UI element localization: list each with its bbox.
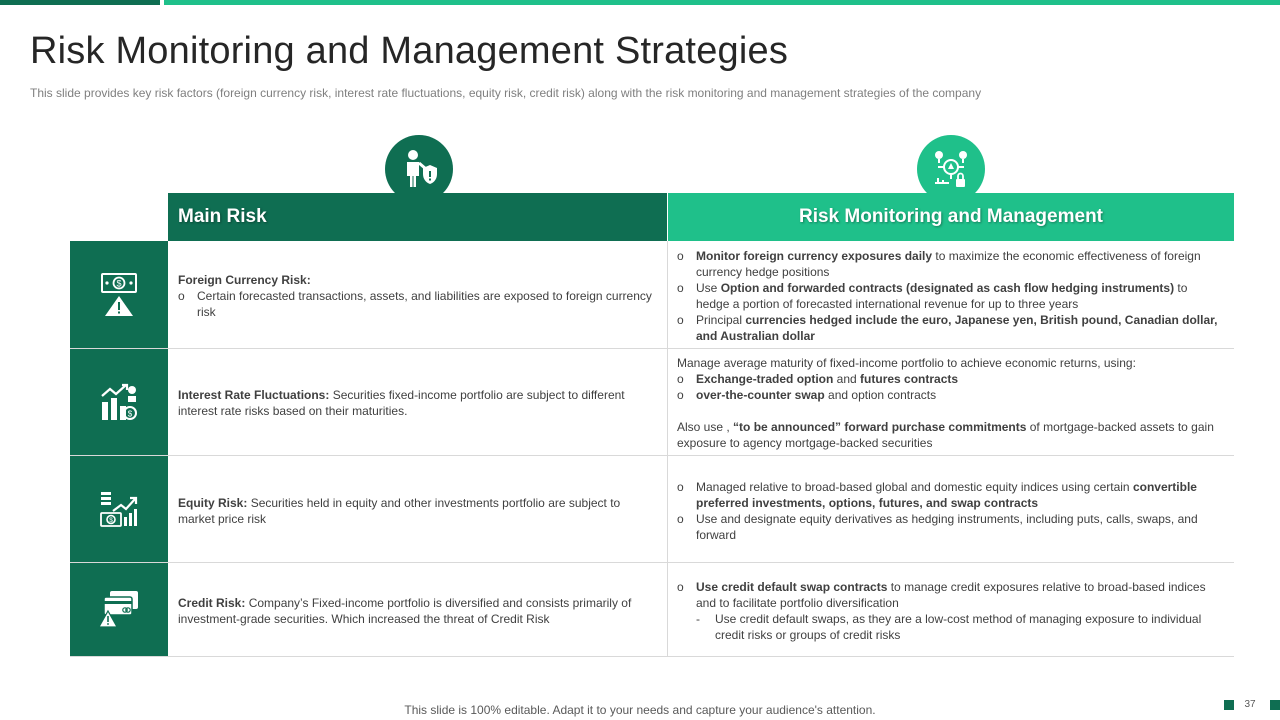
svg-text:$: $ [116,278,122,288]
slide-title: Risk Monitoring and Management Strategies [30,30,789,72]
column-divider [667,241,668,657]
mgmt-bold-text: currencies hedged include the euro, Japanese yen, British pound, Canadian dollar, and Australian dollar [696,313,1218,343]
row-divider [70,656,1234,657]
mgmt-bold-text: Monitor foreign currency exposures daily [696,249,933,263]
mgmt-bold-text: Option and forwarded contracts (designated as cash flow hedging instruments) [720,281,1175,295]
column-header-main-risk: Main Risk [168,193,667,241]
mgmt-text: Also use , [677,420,734,434]
bullet-marker: o [677,580,684,594]
bullet-marker: o [677,249,684,263]
risk-text: Company’s Fixed-income portfolio is diversified and consists primarily of investment-grade securities. Which increased the threat of Credit Risk [178,596,632,626]
mgmt-bold-text: futures contracts [860,372,959,386]
mgmt-cell-interest-rate [677,355,1222,451]
svg-text:$: $ [109,516,113,524]
mgmt-cell-credit [677,579,1222,643]
risk-cell-interest-rate [178,387,660,419]
mgmt-cell-foreign-currency [677,248,1222,344]
mgmt-bold-text: convertible preferred investments, options, futures, and swap contracts [696,480,1197,510]
column-header-risk-monitoring: Risk Monitoring and Management [668,193,1234,241]
slide-subtitle: This slide provides key risk factors (foreign currency risk, interest rate fluctuations, equity risk, credit risk) along with the risk monitoring and management strategies of the company [30,86,982,100]
equity-growth-icon [70,455,168,562]
mgmt-bold-text: “to be announced” forward purchase commitments [733,420,1027,434]
mgmt-text: Use and designate equity derivatives as hedging instruments, including puts, calls, swaps, and forward [696,512,1198,542]
bullet-marker: o [677,281,684,295]
risk-title: Equity Risk: [178,496,248,510]
mgmt-text: Use [696,281,721,295]
credit-card-warning-icon [70,562,168,656]
bullet-marker: o [677,512,684,526]
mgmt-text: Use credit default swaps, as they are a low-cost method of managing exposure to individual credit risks or groups of credit risks [715,612,1202,642]
bullet-marker: o [178,289,185,303]
mgmt-text: to hedge a portion of forecasted international revenue for up to three years [696,281,1188,311]
risk-title: Credit Risk: [178,596,246,610]
page-marker-right [1270,700,1280,710]
mgmt-text: of mortgage-backed assets to gain exposure to agency mortgage-backed securities [677,420,1214,450]
mgmt-text: Principal [696,313,746,327]
mgmt-bold-text: over-the-counter swap [696,388,825,402]
mgmt-bold-text: Use credit default swap contracts [696,580,888,594]
row-divider [70,348,1234,349]
risk-cell-foreign-currency [178,272,660,320]
risk-text: Securities fixed-income portfolio are subject to different interest rate risks based on their maturities. [178,388,625,418]
risk-title: Interest Rate Fluctuations: [178,388,330,402]
risk-cell-equity [178,495,660,527]
mgmt-cell-equity [677,479,1222,543]
footer-note: This slide is 100% editable. Adapt it to your needs and capture your audience's attention. [404,703,876,717]
dash-marker: - [696,612,700,626]
row-divider [70,562,1234,563]
coins-chart-icon [70,348,168,455]
mgmt-text: to maximize the economic effectiveness of foreign currency hedge positions [696,249,1201,279]
bullet-marker: o [677,313,684,327]
page-number: 37 [1244,699,1256,710]
bullet-marker: o [677,372,684,386]
row-divider [70,455,1234,456]
top-accent-bar-dark [0,0,160,5]
money-warning-icon [70,241,168,348]
top-accent-bar-light [164,0,1280,5]
mgmt-text: and [833,372,861,386]
risk-title: Foreign Currency Risk: [178,273,311,287]
mgmt-text: Managed relative to broad-based global and domestic equity indices using certain [696,480,1133,494]
page-marker-left [1224,700,1234,710]
bullet-marker: o [677,388,684,402]
mgmt-intro: Manage average maturity of fixed-income portfolio to achieve economic returns, using: [677,356,1136,370]
mgmt-text: and option contracts [824,388,937,402]
svg-text:$: $ [127,409,133,418]
mgmt-text: to manage credit exposures relative to broad-based indices and to facilitate portfolio diversification [696,580,1206,610]
risk-text: Securities held in equity and other investments portfolio are subject to market price risk [178,496,621,526]
risk-bullet-text: Certain forecasted transactions, assets, and liabilities are exposed to foreign currency risk [197,289,652,319]
bullet-marker: o [677,480,684,494]
risk-cell-credit [178,595,660,627]
mgmt-bold-text: Exchange-traded option [696,372,834,386]
